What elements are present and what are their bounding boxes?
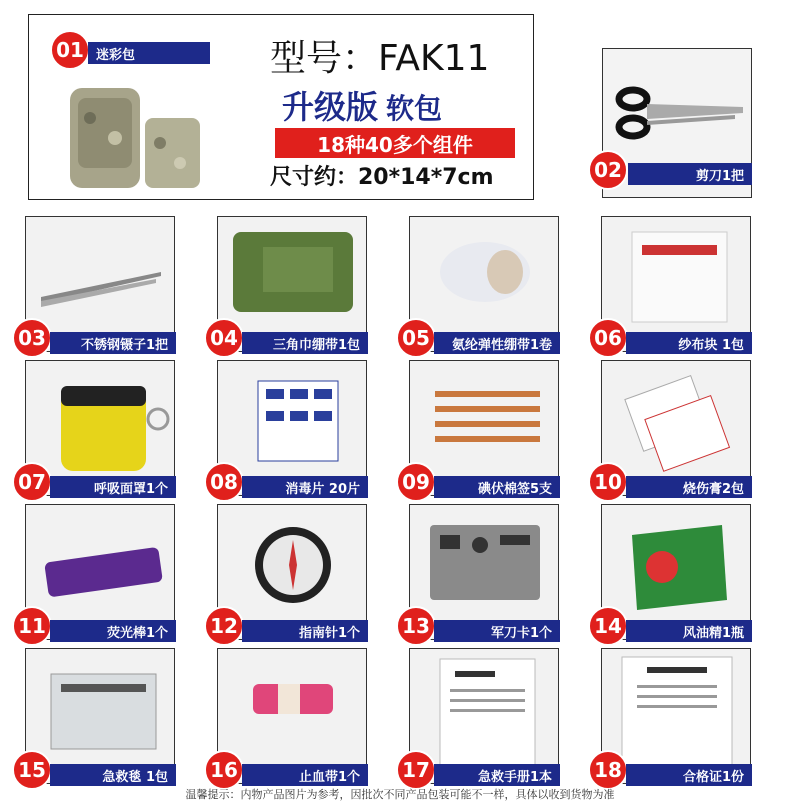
item-label: 碘伏棉签5支 xyxy=(434,476,560,498)
model-title: 型号：FAK11 xyxy=(270,38,490,79)
item-number-badge: 04 xyxy=(204,318,244,358)
camo-bag-image xyxy=(60,78,210,198)
item-number-badge: 03 xyxy=(12,318,52,358)
item-label: 急救手册1本 xyxy=(434,764,560,786)
item-number-badge: 12 xyxy=(204,606,244,646)
item-number-badge: 09 xyxy=(396,462,436,502)
item-number-badge: 06 xyxy=(588,318,628,358)
size-text: 尺寸约：20*14*7cm xyxy=(270,165,494,190)
item-label: 氨纶弹性绷带1卷 xyxy=(434,332,560,354)
version-title xyxy=(282,82,442,128)
item-label: 消毒片 20片 xyxy=(242,476,368,498)
item-number-badge: 05 xyxy=(396,318,436,358)
item-number-badge: 13 xyxy=(396,606,436,646)
item-number-badge: 15 xyxy=(12,750,52,790)
components-banner: 18种40多个组件 xyxy=(275,128,515,158)
item-label: 荧光棒1个 xyxy=(50,620,176,642)
item-label: 急救毯 1包 xyxy=(50,764,176,786)
item-label: 剪刀1把 xyxy=(628,163,752,185)
item-number-badge: 16 xyxy=(204,750,244,790)
item-label: 止血带1个 xyxy=(242,764,368,786)
item-label: 呼吸面罩1个 xyxy=(50,476,176,498)
item-label: 指南针1个 xyxy=(242,620,368,642)
version-sub-label: 软包 xyxy=(386,92,443,125)
item-label: 三角巾绷带1包 xyxy=(242,332,368,354)
version-label: 升级版 xyxy=(282,88,379,126)
item-number-badge: 17 xyxy=(396,750,436,790)
item-label: 军刀卡1个 xyxy=(434,620,560,642)
item-number-badge: 14 xyxy=(588,606,628,646)
item-number-badge: 01 xyxy=(50,30,90,70)
item-number-badge: 18 xyxy=(588,750,628,790)
item-label: 风油精1瓶 xyxy=(626,620,752,642)
item-label: 纱布块 1包 xyxy=(626,332,752,354)
item-label: 不锈钢镊子1把 xyxy=(50,332,176,354)
item-number-badge: 02 xyxy=(588,150,628,190)
item-number-badge: 08 xyxy=(204,462,244,502)
footer-note: 温馨提示：内物产品图片为参考，因批次不同产品包装可能不一样，具体以收到货物为准 xyxy=(185,788,615,801)
item-number-badge: 11 xyxy=(12,606,52,646)
item-label: 烧伤膏2包 xyxy=(626,476,752,498)
item-number-badge: 10 xyxy=(588,462,628,502)
item-number-badge: 07 xyxy=(12,462,52,502)
item-label: 迷彩包 xyxy=(88,42,210,64)
item-label: 合格证1份 xyxy=(626,764,752,786)
